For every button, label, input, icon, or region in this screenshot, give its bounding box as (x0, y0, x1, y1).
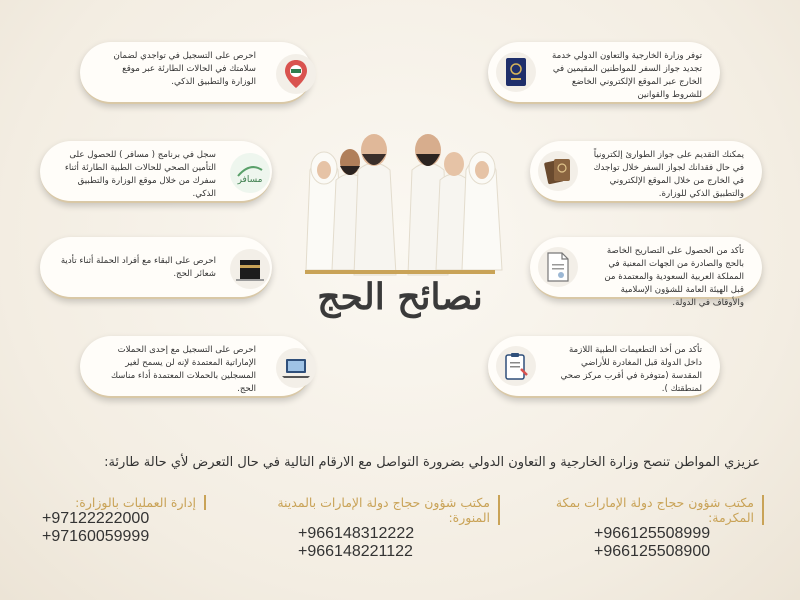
tip-card-musafir (40, 141, 272, 203)
tip-card-twajudi (80, 42, 312, 104)
phone-number[interactable]: +97122222000 (42, 510, 150, 527)
phone-number[interactable]: +966125508999 (594, 525, 711, 542)
contact-column-operations (36, 495, 206, 546)
passport-icon (496, 52, 536, 92)
contact-heading: إدارة العمليات بالوزارة: (36, 495, 206, 510)
phone-number[interactable]: +966125508900 (594, 543, 711, 560)
pilgrims-illustration (296, 110, 508, 280)
tip-card-register-campaign (80, 336, 312, 398)
tip-text: احرص على التسجيل مع إحدى الحملات الإماراتية المعتمدة لإنه لن يسمح لغير المسجلين بالحملات المعتمدة أداء مناسك الحج. (110, 345, 256, 394)
tip-text: توفر وزارة الخارجية والتعاون الدولي خدمة تجديد جواز السفر للمواطنين المقيمين في الخارج عبر الموقع الإلكتروني الخاضع للشروط والقوانين (552, 51, 702, 100)
phone-number[interactable]: +97160059999 (42, 528, 150, 545)
tip-card-vaccinations (488, 336, 720, 398)
laptop-icon (276, 348, 316, 388)
tip-text: احرص على البقاء مع أفراد الحملة أثناء تأدية شعائر الحج. (60, 256, 216, 279)
musafir-logo-text: مسافر (237, 175, 263, 185)
tip-card-stay-with-group (40, 237, 272, 299)
tip-text: يمكنك التقديم على جواز الطوارئ إلكترونياً في حال فقدانك لجواز السفر خلال تواجدك في الخارج من خلال الموقع الإلكتروني والتطبيق الذكي للوزارة. (593, 150, 744, 199)
tip-card-emergency-passport (530, 141, 762, 203)
tip-text: احرص على التسجيل في تواجدي لضمان سلامتك في الحالات الطارئة عبر موقع الوزارة والتطبيق الذكي. (113, 51, 256, 87)
contact-heading: مكتب شؤون حجاج دولة الإمارات بالمدينة المنورة: (260, 495, 500, 525)
gold-divider (305, 270, 495, 274)
contact-heading: مكتب شؤون حجاج دولة الإمارات بمكة المكرمة: (524, 495, 764, 525)
tip-text: سجل في برنامج ( مسافر ) للحصول على التأمين الصحي للحالات الطبية الطارئة أثناء سفرك من خلال موقع الوزارة والتطبيق الذكي. (64, 150, 216, 199)
tip-text: تأكد من الحصول على التصاريح الخاصة بالحج والصادرة من الجهات المعنية في المملكة العربية السعودية والمعتمدة من قبل الهيئة العامة للشؤون الإسلامية والأوقاف في الدولة. (604, 246, 744, 308)
document-icon (538, 247, 578, 287)
contact-column-medina (260, 495, 500, 561)
location-pin-icon (276, 54, 316, 94)
contact-intro: عزيزي المواطن تنصح وزارة الخارجية و التعاون الدولي بضرورة التواصل مع الارقام التالية في حال التعرض لأي حالة طارئة: (104, 455, 760, 470)
musafir-logo-icon (230, 153, 270, 193)
tip-text: تأكد من أخذ التطعيمات الطبية اللازمة داخل الدولة قبل المغادرة للأراضي المقدسة (متوفرة في أقرب مركز صحي لمنطقتك ). (560, 345, 702, 394)
kaaba-icon (230, 249, 270, 289)
tip-card-passport-renewal (488, 42, 720, 104)
phone-number[interactable]: +966148312222 (298, 525, 415, 542)
clipboard-icon (496, 346, 536, 386)
tip-card-hajj-permits (530, 237, 762, 308)
phone-number[interactable]: +966148221122 (298, 543, 413, 560)
passports-icon (538, 151, 578, 191)
contact-column-mecca (524, 495, 764, 561)
page-title: نصائح الحج (317, 276, 483, 318)
